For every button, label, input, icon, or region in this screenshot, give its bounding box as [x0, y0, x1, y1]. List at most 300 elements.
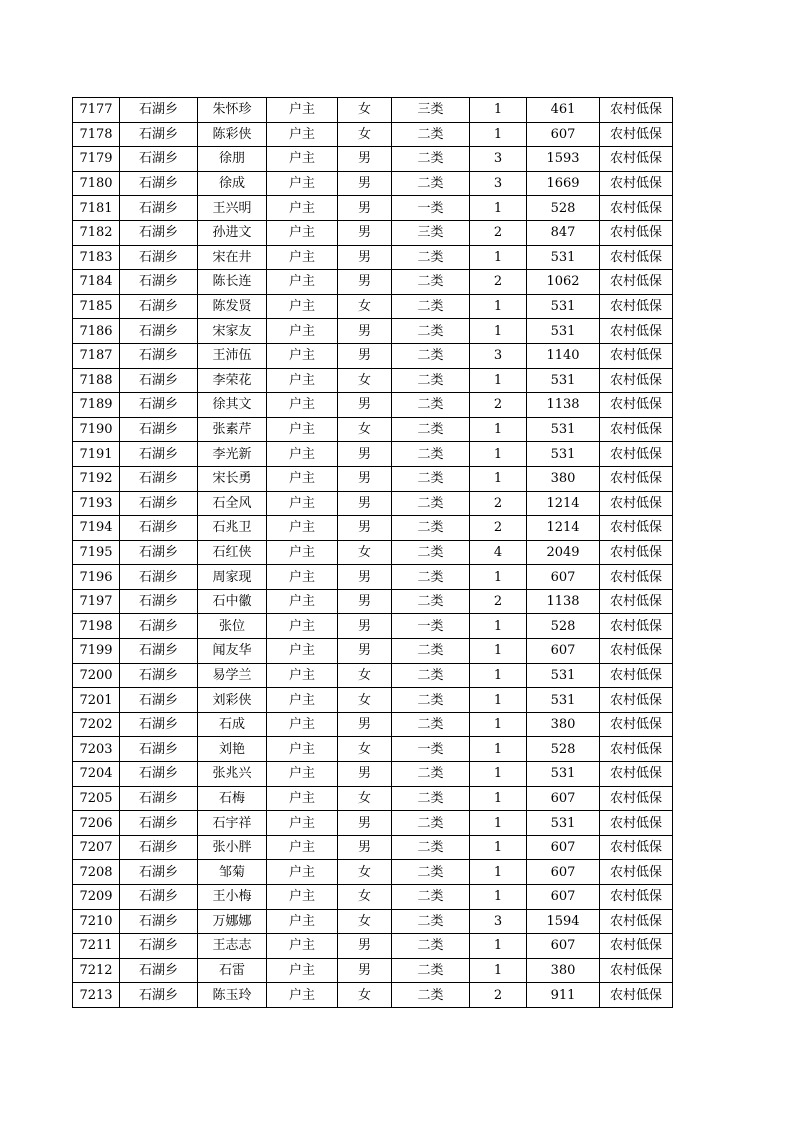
category-cell: 二类: [392, 786, 470, 811]
name-cell: 王沛伍: [198, 343, 267, 368]
count-cell: 2: [470, 270, 527, 295]
count-cell: 1: [470, 786, 527, 811]
relation-cell: 户主: [267, 368, 338, 393]
serial-cell: 7213: [73, 983, 120, 1008]
amount-cell: 528: [527, 614, 600, 639]
table-row: [73, 171, 673, 196]
type-cell: 农村低保: [600, 516, 673, 541]
count-cell: 1: [470, 860, 527, 885]
serial-cell: 7201: [73, 688, 120, 713]
name-cell: 刘艳: [198, 737, 267, 762]
table-row: [73, 663, 673, 688]
name-cell: 张小胖: [198, 835, 267, 860]
count-cell: 3: [470, 909, 527, 934]
relation-cell: 户主: [267, 442, 338, 467]
amount-cell: 911: [527, 983, 600, 1008]
type-cell: 农村低保: [600, 294, 673, 319]
name-cell: 陈彩侠: [198, 122, 267, 147]
type-cell: 农村低保: [600, 245, 673, 270]
gender-cell: 男: [338, 491, 392, 516]
name-cell: 周家现: [198, 565, 267, 590]
category-cell: 二类: [392, 417, 470, 442]
name-cell: 朱怀珍: [198, 98, 267, 123]
count-cell: 1: [470, 196, 527, 221]
serial-cell: 7193: [73, 491, 120, 516]
township-cell: 石湖乡: [120, 491, 198, 516]
amount-cell: 607: [527, 934, 600, 959]
relation-cell: 户主: [267, 540, 338, 565]
relation-cell: 户主: [267, 466, 338, 491]
category-cell: 二类: [392, 983, 470, 1008]
township-cell: 石湖乡: [120, 343, 198, 368]
gender-cell: 男: [338, 220, 392, 245]
table-row: [73, 122, 673, 147]
category-cell: 二类: [392, 811, 470, 836]
relation-cell: 户主: [267, 294, 338, 319]
gender-cell: 男: [338, 442, 392, 467]
name-cell: 闻友华: [198, 639, 267, 664]
name-cell: 宋长勇: [198, 466, 267, 491]
table-row: [73, 417, 673, 442]
gender-cell: 女: [338, 737, 392, 762]
table-row: [73, 565, 673, 590]
name-cell: 石红侠: [198, 540, 267, 565]
township-cell: 石湖乡: [120, 614, 198, 639]
count-cell: 1: [470, 442, 527, 467]
category-cell: 二类: [392, 466, 470, 491]
township-cell: 石湖乡: [120, 835, 198, 860]
name-cell: 李光新: [198, 442, 267, 467]
type-cell: 农村低保: [600, 762, 673, 787]
township-cell: 石湖乡: [120, 220, 198, 245]
amount-cell: 380: [527, 958, 600, 983]
gender-cell: 男: [338, 171, 392, 196]
amount-cell: 531: [527, 319, 600, 344]
relation-cell: 户主: [267, 220, 338, 245]
table-row: [73, 835, 673, 860]
gender-cell: 男: [338, 319, 392, 344]
serial-cell: 7207: [73, 835, 120, 860]
table-row: [73, 811, 673, 836]
serial-cell: 7211: [73, 934, 120, 959]
gender-cell: 女: [338, 122, 392, 147]
table-row: [73, 934, 673, 959]
table-row: [73, 540, 673, 565]
gender-cell: 男: [338, 762, 392, 787]
serial-cell: 7200: [73, 663, 120, 688]
count-cell: 1: [470, 811, 527, 836]
category-cell: 二类: [392, 589, 470, 614]
name-cell: 万娜娜: [198, 909, 267, 934]
table-row: [73, 516, 673, 541]
amount-cell: 528: [527, 737, 600, 762]
relation-cell: 户主: [267, 245, 338, 270]
township-cell: 石湖乡: [120, 516, 198, 541]
count-cell: 1: [470, 98, 527, 123]
township-cell: 石湖乡: [120, 368, 198, 393]
count-cell: 1: [470, 639, 527, 664]
name-cell: 邹菊: [198, 860, 267, 885]
type-cell: 农村低保: [600, 147, 673, 172]
amount-cell: 531: [527, 811, 600, 836]
relation-cell: 户主: [267, 589, 338, 614]
township-cell: 石湖乡: [120, 934, 198, 959]
name-cell: 张位: [198, 614, 267, 639]
township-cell: 石湖乡: [120, 762, 198, 787]
serial-cell: 7183: [73, 245, 120, 270]
category-cell: 二类: [392, 540, 470, 565]
table-row: [73, 614, 673, 639]
name-cell: 张素芹: [198, 417, 267, 442]
relation-cell: 户主: [267, 835, 338, 860]
table-row: [73, 860, 673, 885]
table-row: [73, 958, 673, 983]
township-cell: 石湖乡: [120, 885, 198, 910]
type-cell: 农村低保: [600, 737, 673, 762]
table-row: [73, 688, 673, 713]
count-cell: 3: [470, 147, 527, 172]
category-cell: 一类: [392, 737, 470, 762]
category-cell: 二类: [392, 122, 470, 147]
relation-cell: 户主: [267, 393, 338, 418]
serial-cell: 7190: [73, 417, 120, 442]
serial-cell: 7185: [73, 294, 120, 319]
count-cell: 1: [470, 737, 527, 762]
serial-cell: 7178: [73, 122, 120, 147]
type-cell: 农村低保: [600, 466, 673, 491]
amount-cell: 607: [527, 835, 600, 860]
type-cell: 农村低保: [600, 811, 673, 836]
relation-cell: 户主: [267, 516, 338, 541]
relation-cell: 户主: [267, 860, 338, 885]
township-cell: 石湖乡: [120, 712, 198, 737]
amount-cell: 531: [527, 442, 600, 467]
township-cell: 石湖乡: [120, 393, 198, 418]
amount-cell: 531: [527, 688, 600, 713]
type-cell: 农村低保: [600, 393, 673, 418]
type-cell: 农村低保: [600, 614, 673, 639]
type-cell: 农村低保: [600, 786, 673, 811]
relation-cell: 户主: [267, 909, 338, 934]
count-cell: 3: [470, 343, 527, 368]
count-cell: 2: [470, 983, 527, 1008]
category-cell: 二类: [392, 762, 470, 787]
gender-cell: 男: [338, 565, 392, 590]
township-cell: 石湖乡: [120, 122, 198, 147]
name-cell: 石兆卫: [198, 516, 267, 541]
amount-cell: 1138: [527, 589, 600, 614]
type-cell: 农村低保: [600, 319, 673, 344]
table-row: [73, 491, 673, 516]
township-cell: 石湖乡: [120, 688, 198, 713]
category-cell: 二类: [392, 565, 470, 590]
category-cell: 二类: [392, 343, 470, 368]
relation-cell: 户主: [267, 319, 338, 344]
relation-cell: 户主: [267, 762, 338, 787]
township-cell: 石湖乡: [120, 909, 198, 934]
amount-cell: 1140: [527, 343, 600, 368]
type-cell: 农村低保: [600, 885, 673, 910]
category-cell: 二类: [392, 368, 470, 393]
serial-cell: 7194: [73, 516, 120, 541]
serial-cell: 7195: [73, 540, 120, 565]
township-cell: 石湖乡: [120, 811, 198, 836]
count-cell: 1: [470, 245, 527, 270]
amount-cell: 531: [527, 762, 600, 787]
gender-cell: 男: [338, 343, 392, 368]
category-cell: 二类: [392, 393, 470, 418]
amount-cell: 531: [527, 663, 600, 688]
category-cell: 二类: [392, 245, 470, 270]
amount-cell: 1669: [527, 171, 600, 196]
gender-cell: 女: [338, 98, 392, 123]
gender-cell: 女: [338, 540, 392, 565]
relation-cell: 户主: [267, 786, 338, 811]
name-cell: 徐朋: [198, 147, 267, 172]
category-cell: 二类: [392, 491, 470, 516]
category-cell: 二类: [392, 319, 470, 344]
name-cell: 石成: [198, 712, 267, 737]
category-cell: 二类: [392, 663, 470, 688]
category-cell: 二类: [392, 958, 470, 983]
count-cell: 1: [470, 762, 527, 787]
category-cell: 二类: [392, 885, 470, 910]
name-cell: 易学兰: [198, 663, 267, 688]
type-cell: 农村低保: [600, 343, 673, 368]
category-cell: 二类: [392, 639, 470, 664]
relation-cell: 户主: [267, 639, 338, 664]
table-row: [73, 245, 673, 270]
township-cell: 石湖乡: [120, 196, 198, 221]
gender-cell: 女: [338, 663, 392, 688]
name-cell: 宋家友: [198, 319, 267, 344]
serial-cell: 7199: [73, 639, 120, 664]
type-cell: 农村低保: [600, 688, 673, 713]
table-row: [73, 442, 673, 467]
relation-cell: 户主: [267, 98, 338, 123]
table-row: [73, 639, 673, 664]
count-cell: 2: [470, 516, 527, 541]
amount-cell: 2049: [527, 540, 600, 565]
gender-cell: 男: [338, 614, 392, 639]
category-cell: 二类: [392, 712, 470, 737]
type-cell: 农村低保: [600, 417, 673, 442]
name-cell: 孙进文: [198, 220, 267, 245]
table-row: [73, 786, 673, 811]
count-cell: 2: [470, 393, 527, 418]
table-row: [73, 147, 673, 172]
gender-cell: 男: [338, 958, 392, 983]
category-cell: 二类: [392, 294, 470, 319]
gender-cell: 男: [338, 811, 392, 836]
serial-cell: 7182: [73, 220, 120, 245]
table-row: [73, 466, 673, 491]
gender-cell: 男: [338, 196, 392, 221]
name-cell: 石全风: [198, 491, 267, 516]
table-body: [73, 98, 673, 1008]
table-row: [73, 98, 673, 123]
township-cell: 石湖乡: [120, 540, 198, 565]
category-cell: 三类: [392, 98, 470, 123]
relation-cell: 户主: [267, 270, 338, 295]
township-cell: 石湖乡: [120, 565, 198, 590]
count-cell: 1: [470, 958, 527, 983]
type-cell: 农村低保: [600, 712, 673, 737]
relation-cell: 户主: [267, 712, 338, 737]
gender-cell: 男: [338, 393, 392, 418]
count-cell: 1: [470, 466, 527, 491]
table-row: [73, 983, 673, 1008]
name-cell: 石中徽: [198, 589, 267, 614]
amount-cell: 1062: [527, 270, 600, 295]
type-cell: 农村低保: [600, 196, 673, 221]
serial-cell: 7191: [73, 442, 120, 467]
serial-cell: 7203: [73, 737, 120, 762]
amount-cell: 1138: [527, 393, 600, 418]
gender-cell: 男: [338, 147, 392, 172]
category-cell: 一类: [392, 196, 470, 221]
gender-cell: 男: [338, 516, 392, 541]
amount-cell: 607: [527, 122, 600, 147]
serial-cell: 7192: [73, 466, 120, 491]
table-row: [73, 196, 673, 221]
gender-cell: 女: [338, 983, 392, 1008]
township-cell: 石湖乡: [120, 786, 198, 811]
count-cell: 1: [470, 688, 527, 713]
amount-cell: 607: [527, 639, 600, 664]
serial-cell: 7181: [73, 196, 120, 221]
amount-cell: 531: [527, 245, 600, 270]
serial-cell: 7188: [73, 368, 120, 393]
township-cell: 石湖乡: [120, 171, 198, 196]
serial-cell: 7202: [73, 712, 120, 737]
category-cell: 一类: [392, 614, 470, 639]
count-cell: 1: [470, 319, 527, 344]
township-cell: 石湖乡: [120, 442, 198, 467]
name-cell: 徐成: [198, 171, 267, 196]
table-row: [73, 270, 673, 295]
serial-cell: 7179: [73, 147, 120, 172]
serial-cell: 7196: [73, 565, 120, 590]
type-cell: 农村低保: [600, 958, 673, 983]
count-cell: 1: [470, 565, 527, 590]
relation-cell: 户主: [267, 983, 338, 1008]
relation-cell: 户主: [267, 196, 338, 221]
table-row: [73, 712, 673, 737]
count-cell: 1: [470, 712, 527, 737]
type-cell: 农村低保: [600, 98, 673, 123]
relation-cell: 户主: [267, 491, 338, 516]
serial-cell: 7197: [73, 589, 120, 614]
gender-cell: 女: [338, 909, 392, 934]
amount-cell: 607: [527, 885, 600, 910]
gender-cell: 男: [338, 712, 392, 737]
township-cell: 石湖乡: [120, 983, 198, 1008]
gender-cell: 女: [338, 417, 392, 442]
relation-cell: 户主: [267, 688, 338, 713]
township-cell: 石湖乡: [120, 270, 198, 295]
relation-cell: 户主: [267, 737, 338, 762]
type-cell: 农村低保: [600, 639, 673, 664]
amount-cell: 607: [527, 565, 600, 590]
count-cell: 4: [470, 540, 527, 565]
category-cell: 二类: [392, 835, 470, 860]
name-cell: 宋在井: [198, 245, 267, 270]
relation-cell: 户主: [267, 811, 338, 836]
township-cell: 石湖乡: [120, 466, 198, 491]
amount-cell: 1594: [527, 909, 600, 934]
serial-cell: 7198: [73, 614, 120, 639]
table-row: [73, 319, 673, 344]
serial-cell: 7210: [73, 909, 120, 934]
category-cell: 二类: [392, 171, 470, 196]
relation-cell: 户主: [267, 885, 338, 910]
name-cell: 张兆兴: [198, 762, 267, 787]
amount-cell: 531: [527, 294, 600, 319]
table-row: [73, 909, 673, 934]
count-cell: 1: [470, 934, 527, 959]
table-row: [73, 343, 673, 368]
table-row: [73, 737, 673, 762]
serial-cell: 7212: [73, 958, 120, 983]
category-cell: 二类: [392, 516, 470, 541]
amount-cell: 380: [527, 466, 600, 491]
serial-cell: 7204: [73, 762, 120, 787]
gender-cell: 女: [338, 860, 392, 885]
name-cell: 徐其文: [198, 393, 267, 418]
serial-cell: 7177: [73, 98, 120, 123]
type-cell: 农村低保: [600, 220, 673, 245]
amount-cell: 461: [527, 98, 600, 123]
gender-cell: 男: [338, 245, 392, 270]
type-cell: 农村低保: [600, 934, 673, 959]
gender-cell: 男: [338, 934, 392, 959]
serial-cell: 7184: [73, 270, 120, 295]
serial-cell: 7208: [73, 860, 120, 885]
relation-cell: 户主: [267, 147, 338, 172]
relation-cell: 户主: [267, 934, 338, 959]
type-cell: 农村低保: [600, 368, 673, 393]
table-row: [73, 762, 673, 787]
name-cell: 陈玉玲: [198, 983, 267, 1008]
township-cell: 石湖乡: [120, 958, 198, 983]
serial-cell: 7189: [73, 393, 120, 418]
name-cell: 陈长连: [198, 270, 267, 295]
count-cell: 1: [470, 417, 527, 442]
serial-cell: 7180: [73, 171, 120, 196]
amount-cell: 607: [527, 786, 600, 811]
gender-cell: 男: [338, 639, 392, 664]
type-cell: 农村低保: [600, 835, 673, 860]
name-cell: 王志志: [198, 934, 267, 959]
type-cell: 农村低保: [600, 442, 673, 467]
name-cell: 王小梅: [198, 885, 267, 910]
amount-cell: 1593: [527, 147, 600, 172]
serial-cell: 7206: [73, 811, 120, 836]
category-cell: 三类: [392, 220, 470, 245]
relation-cell: 户主: [267, 417, 338, 442]
category-cell: 二类: [392, 934, 470, 959]
amount-cell: 531: [527, 368, 600, 393]
name-cell: 石宇祥: [198, 811, 267, 836]
township-cell: 石湖乡: [120, 663, 198, 688]
relation-cell: 户主: [267, 958, 338, 983]
gender-cell: 男: [338, 589, 392, 614]
township-cell: 石湖乡: [120, 860, 198, 885]
serial-cell: 7186: [73, 319, 120, 344]
township-cell: 石湖乡: [120, 737, 198, 762]
amount-cell: 1214: [527, 516, 600, 541]
